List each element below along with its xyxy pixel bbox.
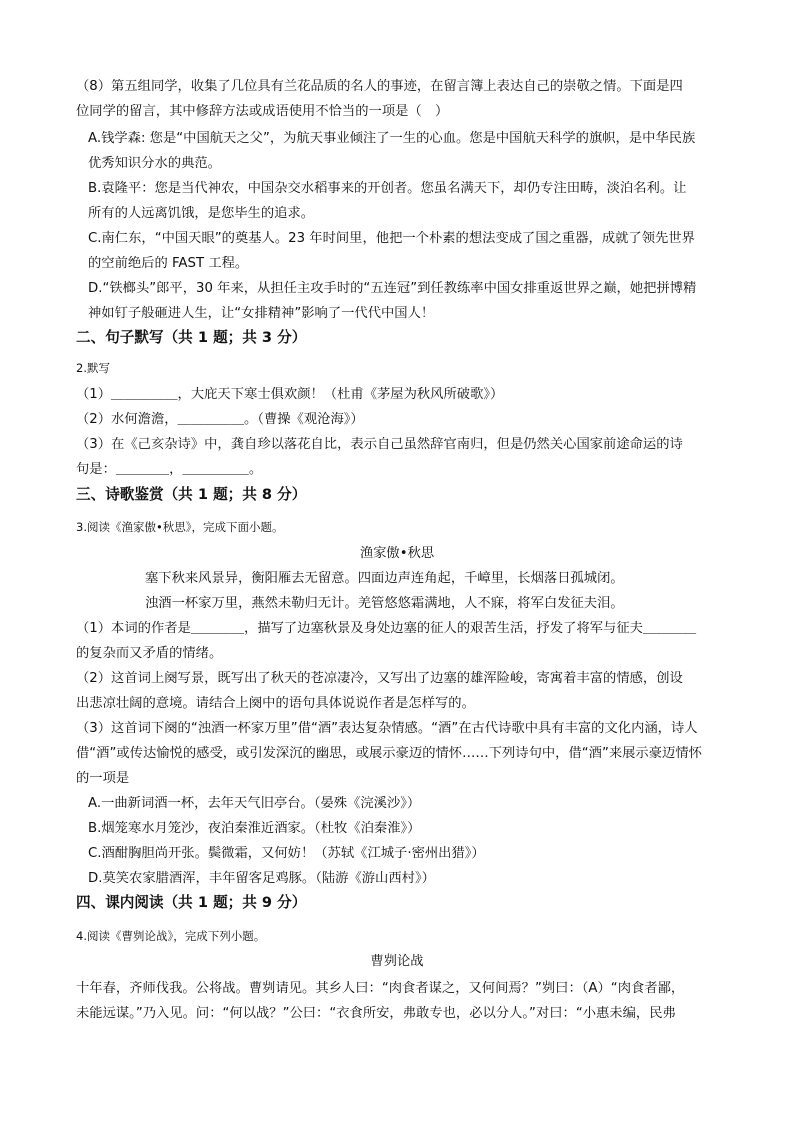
q8-stem-line1: （8）第五组同学，收集了几位具有兰花品质的名人的事迹，在留言簿上表达自己的崇敬之情。下面是四 — [76, 79, 683, 94]
q2-line1: （1）＿＿＿＿＿，大庇天下寒士俱欢颜！（杜甫《茅屋为秋风所破歌》） — [76, 387, 504, 402]
q8-option-b-line1: B.袁隆平：您是当代神农，中国杂交水稻事来的开创者。您虽名满天下，却仍专注田畴，淡泊名利。让 — [88, 181, 687, 196]
q2-line2: （2）水何澹澹，＿＿＿＿＿。（曹操《观沧海》） — [76, 412, 364, 427]
q8-option-d-line1: D.“铁榔头”郎平，30 年来，从担任主攻手时的“五连冠”到任教练率中国女排重返世界之巅，她把拼博精 — [88, 281, 697, 296]
section-3-heading: 三、诗歌鉴赏（共 1 题；共 8 分） — [76, 486, 307, 503]
q8-option-c-line1: C.南仁东，“中国天眼”的奠基人。23 年时间里，他把一个朴素的想法变成了国之重器，成就了领先世界 — [88, 231, 695, 246]
section-4-heading: 四、课内阅读（共 1 题；共 9 分） — [76, 894, 307, 911]
poem-line2: 浊酒一杯家万里，燕然未勒归无计。羌管悠悠霜满地，人不寐，将军白发征夫泪。 — [145, 596, 624, 611]
q3-intro: 3.阅读《渔家傲•秋思》，完成下面小题。 — [76, 520, 284, 534]
q2-line4: 句是：＿＿＿＿，＿＿＿＿＿。 — [76, 462, 263, 477]
q3-option-a: A.一曲新词酒一杯，去年天气旧亭台。（晏殊《浣溪沙》） — [88, 796, 421, 811]
passage-line2: 未能远谋。”乃入见。问：“何以战？”公曰：“衣食所安，弗敢专也，必以分人。”对曰：“小惠未编，民弗 — [76, 1006, 676, 1021]
q4-intro: 4.阅读《曹刿论战》，完成下列小题。 — [76, 929, 266, 943]
q3-sub1-line2: 的复杂而又矛盾的情绪。 — [76, 646, 223, 661]
q8-option-c-line2: 的空前绝后的 FAST 工程。 — [88, 256, 249, 271]
q3-sub3-line3: 的一项是 — [76, 771, 130, 786]
q8-option-a-line1: A.钱学森: 您是“中国航天之父”，为航天事业倾注了一生的心血。您是中国航天科学的旗帜，是中华民族 — [88, 131, 696, 146]
q3-sub1-line1: （1）本词的作者是＿＿＿＿，描写了边塞秋景及身处边塞的征人的艰苦生活，抒发了将军与征夫＿＿＿＿ — [76, 621, 697, 636]
poem-line1: 塞下秋来风景异，衡阳雁去无留意。四面边声连角起，千嶂里，长烟落日孤城闭。 — [145, 571, 624, 586]
q3-sub3-line1: （3）这首词下阕的“浊酒一杯家万里”借“酒”表达复杂情感。“酒”在古代诗歌中具有丰富的文化内涵，诗人 — [76, 721, 698, 736]
passage-line1: 十年春，齐师伐我。公将战。曹刿请见。其乡人曰：“肉食者谋之，又何间焉？”刿曰：（A）“肉食者鄙， — [76, 981, 685, 996]
q3-sub3-line2: 借“酒”或传达愉悦的感受，或引发深沉的幽思，或展示豪迈的情怀……下列诗句中，借“酒”来展示豪迈情怀 — [76, 746, 702, 761]
q3-sub2-line2: 出悲凉壮阔的意境。请结合上阕中的语句具体说说作者是怎样写的。 — [76, 696, 475, 711]
poem-title: 渔家傲•秋思 — [359, 546, 435, 561]
q3-option-d: D.莫笑农家腊酒浑，丰年留客足鸡豚。（陆游《游山西村》） — [88, 871, 435, 886]
q2-line3: （3）在《己亥杂诗》中，龚自珍以落花自比，表示自己虽然辞官南归，但是仍然关心国家前途命运的诗 — [76, 437, 683, 452]
q2-title: 2.默写 — [76, 361, 110, 375]
q8-option-b-line2: 所有的人远离饥饿，是您毕生的追求。 — [88, 206, 315, 221]
q8-stem-line2: 位同学的留言，其中修辞方法或成语使用不恰当的一项是（ ） — [76, 104, 449, 119]
section-2-heading: 二、句子默写（共 1 题；共 3 分） — [76, 329, 307, 346]
q3-sub2-line1: （2）这首词上阕写景，既写出了秋天的苍凉凄冷，又写出了边塞的雄浑险峻，寄寓着丰富的情感，创设 — [76, 671, 683, 686]
q8-option-a-line2: 优秀知识分水的典范。 — [88, 156, 221, 171]
q3-option-c: C.酒酣胸胆尚开张。鬓微霜，又何妨！（苏轼《江城子·密州出猎》） — [88, 846, 485, 861]
q8-option-d-line2: 神如钉子般砸进人生，让“女排精神”影响了一代代中国人！ — [88, 306, 435, 321]
q3-option-b: B.烟笼寒水月笼沙，夜泊秦淮近酒家。（杜牧《泊秦淮》） — [88, 821, 421, 836]
passage-title: 曹刿论战 — [370, 954, 424, 969]
